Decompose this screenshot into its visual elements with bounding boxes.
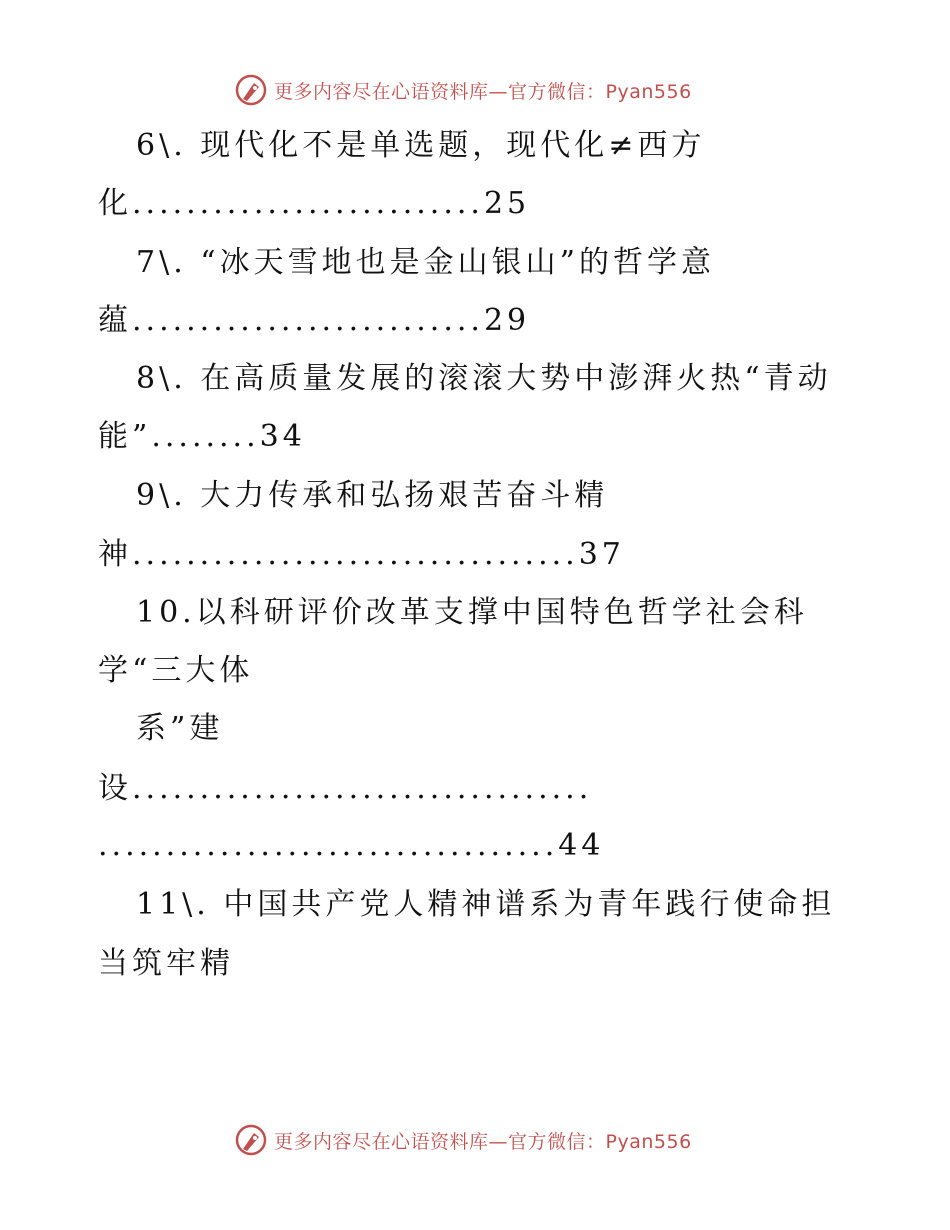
toc-entry-7-page: 蕴..........................29	[98, 303, 531, 338]
toc-entry-6-title: 6\. 现代化不是单选题，现代化≠西方	[136, 128, 706, 163]
toc-entry-10-title-cont2: 系”建	[136, 711, 224, 746]
toc-entry-9-page: 神.................................37	[98, 537, 625, 572]
toc-entry-9-title: 9\. 大力传承和弘扬艰苦奋斗精	[136, 478, 609, 513]
toc-entry-10-title: 10.以科研评价改革支撑中国特色哲学社会科	[136, 595, 808, 630]
footer-watermark	[234, 1122, 692, 1158]
toc-entry-7-title: 7\. “冰天雪地也是金山银山”的哲学意	[136, 245, 715, 280]
toc-entry-10-title-cont: 学“三大体	[98, 653, 254, 688]
toc-entry-10-page: ..................................44	[98, 828, 605, 863]
toc-entry-11-title-cont: 当筑牢精	[98, 946, 234, 981]
pen-nib-logo-icon	[234, 1123, 268, 1157]
watermark-text: 更多内容尽在心语资料库—官方微信：Pyan556	[274, 1130, 692, 1153]
toc-entry-6-page: 化..........................25	[98, 186, 531, 221]
toc-entry-11-title: 11\. 中国共产党人精神谱系为青年践行使命担	[136, 887, 836, 922]
toc-entry-8-title: 8\. 在高质量发展的滚滚大势中澎湃火热“青动	[136, 361, 832, 396]
watermark-text: 更多内容尽在心语资料库—官方微信：Pyan556	[274, 80, 692, 103]
toc-entry-8-page: 能”........34	[98, 419, 306, 454]
toc-entry-10-leader: 设..................................	[98, 771, 593, 806]
